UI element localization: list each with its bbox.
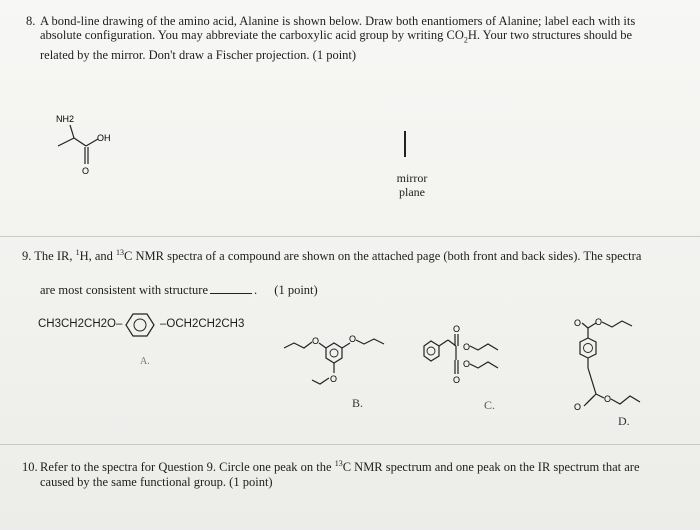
divider-q8-q9 [0, 236, 700, 237]
b-ring-circle [330, 349, 338, 357]
c-bond-1 [439, 340, 448, 346]
option-b-structure [282, 318, 392, 398]
option-a-label: A. [140, 356, 150, 367]
d-carbonyl-top [582, 323, 588, 328]
option-b-label: B. [352, 396, 364, 410]
d-o-top-2: O [595, 317, 603, 327]
aromatic-circle [134, 319, 146, 331]
c-o-ester-2: O [463, 359, 471, 369]
c-ring-circle [427, 347, 435, 355]
c-o-ester-1: O [463, 342, 471, 352]
d-ethyl-top [602, 321, 632, 327]
d-bond-o-bottom [596, 394, 604, 398]
option-a-benzene-ring [118, 311, 162, 339]
o-label: O [82, 166, 90, 176]
q10-text-a: Refer to the spectra for Question 9. Circle one peak on the [40, 460, 335, 474]
c-o-bottom: O [453, 375, 461, 385]
question-10-line-1 [40, 460, 690, 475]
question-8-text [40, 14, 688, 62]
b-ethyl-right [356, 339, 384, 344]
question-8-line-3: related by the mirror. Don't draw a Fischer projection. (1 point) [40, 47, 357, 62]
question-10-number: 10. [22, 460, 38, 474]
b-o-bottom: O [330, 374, 338, 384]
bond-carbonyl-carbon [74, 138, 86, 146]
mirror-label-2: plane [399, 185, 425, 199]
d-ring [580, 338, 596, 358]
d-ethyl-bottom [611, 396, 640, 404]
c-ethyl-2 [470, 362, 498, 368]
q9-points: (1 point) [274, 283, 318, 297]
divider-q9-q10 [0, 444, 700, 445]
mirror-plane-line [404, 131, 406, 157]
c-ring [424, 341, 439, 361]
q8-line2-sub: 2 [463, 35, 468, 45]
question-8-number: 8. [26, 14, 36, 28]
q8-line2-end: H. Your two structures should be [467, 28, 633, 42]
bond-methyl [58, 138, 74, 146]
option-d-label: D. [618, 414, 630, 428]
b-o-right: O [349, 334, 357, 344]
d-o-bottom-2: O [604, 394, 612, 404]
question-10-line-2: caused by the same functional group. (1 point) [40, 475, 273, 489]
option-c-structure [420, 322, 520, 402]
nh2-label: NH2 [56, 114, 75, 124]
b-ring [326, 343, 342, 363]
q9-text-b: H, and [79, 249, 117, 263]
mirror-label-1: mirror [396, 171, 428, 185]
q9-sup-1: 1 [75, 247, 80, 257]
b-o-left: O [312, 336, 320, 346]
bond-n [70, 125, 74, 138]
mirror-plane-label [392, 171, 432, 199]
d-o-bottom-1: O [574, 402, 582, 412]
q9-line2-text: are most consistent with structure [40, 283, 209, 297]
c-o-top: O [453, 324, 461, 334]
q8-line2-text: absolute configuration. You may abbreviate the carboxylic acid group by writing CO [40, 28, 464, 42]
question-9-line-1 [22, 249, 692, 264]
question-8-line-1: A bond-line drawing of the amino acid, Alanine is shown below. Draw both enantiomers of Alanine; label each with its [40, 14, 636, 28]
option-d-structure [560, 312, 670, 412]
option-a-right-chain: –OCH2CH2CH3 [160, 318, 245, 330]
q9-sup-2: 13 [116, 247, 125, 257]
q9-text-a: The IR, [34, 249, 76, 263]
option-a-left-chain: CH3CH2CH2O– [38, 318, 123, 330]
hexagon [126, 314, 154, 336]
d-chain [588, 368, 596, 394]
oh-label: OH [97, 133, 111, 143]
question-10-text [40, 460, 690, 490]
option-c-label: C. [484, 398, 496, 412]
q10-text-b: C NMR spectrum and one peak on the IR spectrum that are [342, 460, 640, 474]
d-ring-circle [584, 344, 593, 353]
d-carbonyl-bottom-b [584, 396, 594, 406]
option-a-structure [38, 318, 122, 330]
q9-text-c: C NMR spectra of a compound are shown on the attached page (both front and back sides). The spectra [124, 249, 642, 263]
question-9-line-2 [40, 282, 318, 298]
q10-sup: 13 [334, 458, 343, 468]
b-ethyl-bottom [312, 378, 329, 384]
answer-blank[interactable] [210, 282, 252, 294]
b-bond-o-ring [319, 343, 326, 348]
question-9-number: 9. [22, 249, 32, 263]
d-o-top-1: O [574, 318, 582, 328]
b-ethyl-left [284, 342, 312, 348]
question-8-line-2 [40, 28, 688, 48]
alanine-structure [40, 108, 130, 184]
q9-line2-period: . [254, 283, 258, 297]
c-ethyl-1 [470, 344, 498, 350]
option-a-right [160, 318, 244, 330]
